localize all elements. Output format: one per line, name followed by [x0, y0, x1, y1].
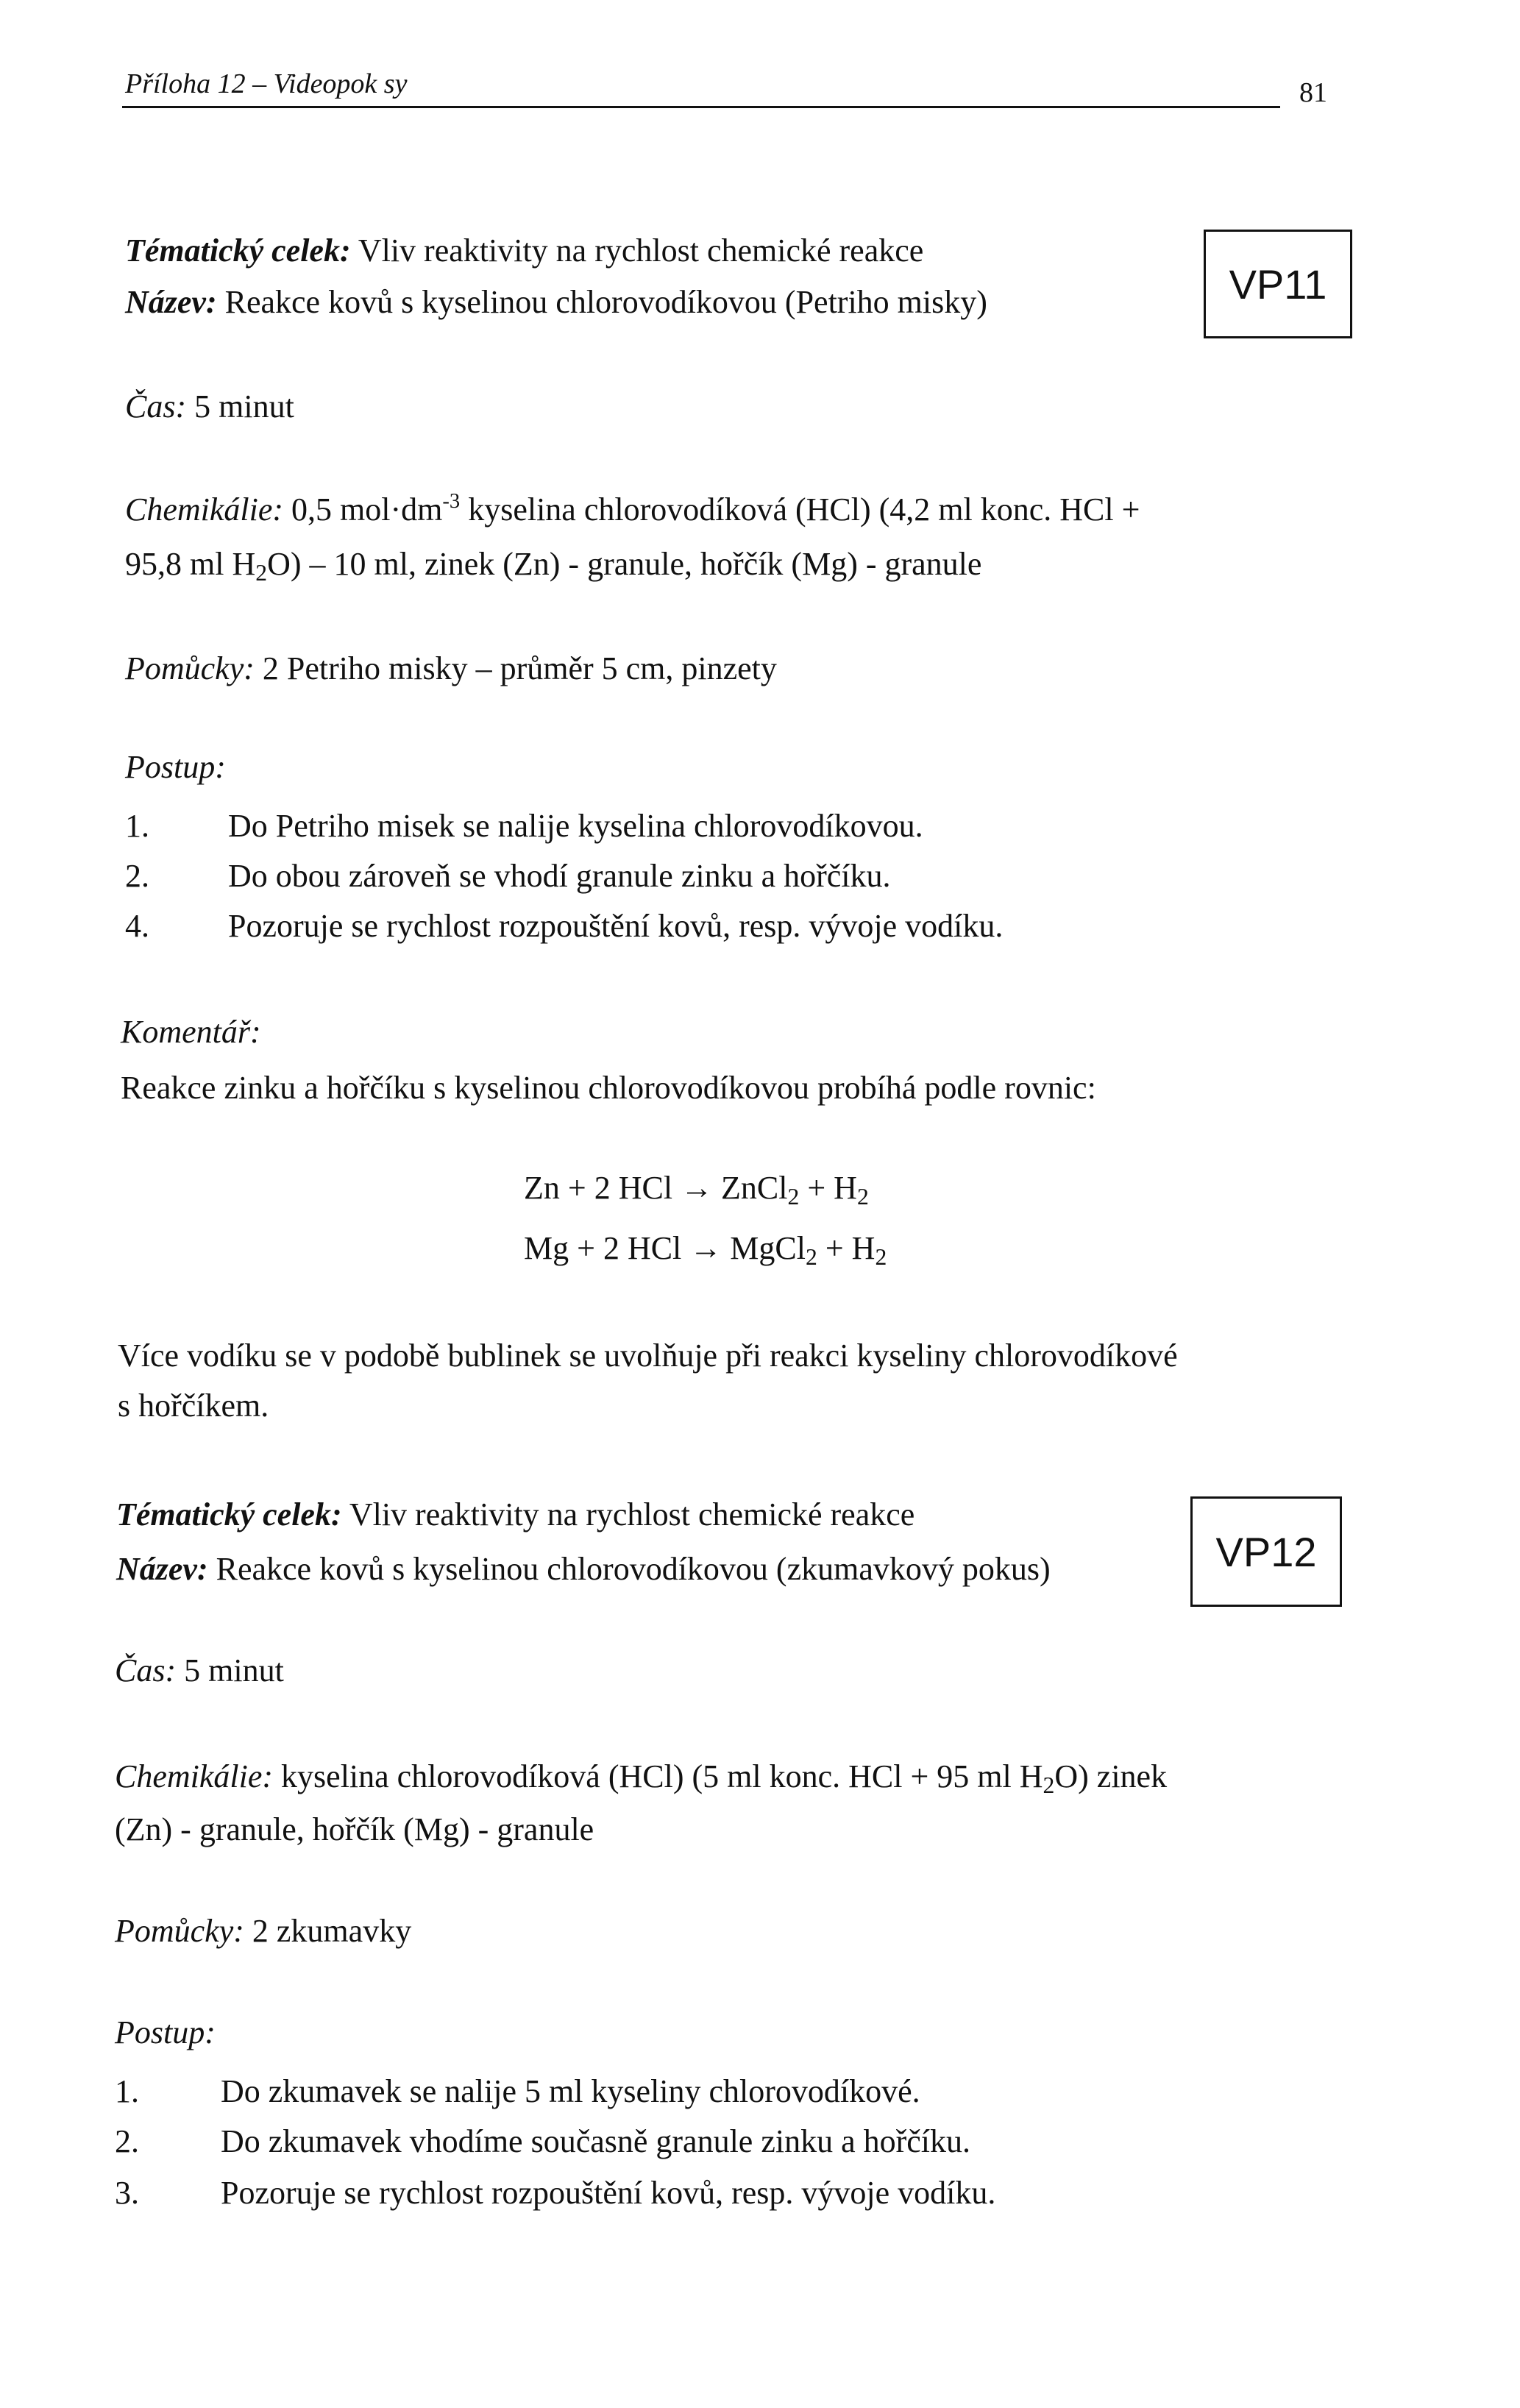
vp12-celek-value: Vliv reaktivity na rychlost chemické reakce — [349, 1496, 915, 1532]
vp11-nazev-value: Reakce kovů s kyselinou chlorovodíkovou (Petriho misky) — [224, 284, 987, 320]
step-number: 2. — [115, 2123, 139, 2159]
vp11-chem-line2-sub: 2 — [255, 559, 268, 586]
vp11-badge: VP11 — [1204, 230, 1352, 338]
eq-part: ZnCl — [713, 1170, 788, 1206]
vp12-chem-label: Chemikálie: — [115, 1758, 274, 1794]
running-header: Příloha 12 – Videopok sy — [125, 68, 408, 99]
equation-zn — [524, 1168, 869, 1208]
vp11-celek — [125, 231, 923, 271]
step-text: Do zkumavek vhodíme současně granule zinku a hořčíku. — [221, 2123, 971, 2159]
vp12-chem-line1-a: kyselina chlorovodíková (HCl) (5 ml konc. HCl + 95 ml H — [281, 1758, 1043, 1794]
eq-part: + H — [799, 1170, 857, 1206]
vp12-celek-label: Tématický celek: — [116, 1496, 342, 1532]
vp11-nazev-label: Název: — [125, 284, 217, 320]
list-item — [115, 2173, 995, 2213]
list-item — [115, 2072, 920, 2112]
vp12-cas — [115, 1651, 284, 1691]
list-item — [115, 2122, 970, 2162]
vp11-komentar-intro: Reakce zinku a hořčíku s kyselinou chlorovodíkovou probíhá podle rovnic: — [121, 1070, 1096, 1106]
vp12-chem-line1-b: O) zinek — [1054, 1758, 1168, 1794]
reaction-arrow: → — [681, 1170, 714, 1206]
vp12-badge: VP12 — [1190, 1496, 1342, 1607]
vp12-pomucky — [115, 1911, 411, 1951]
vp11-pomucky-label: Pomůcky: — [125, 650, 255, 686]
vp11-chem-line1-sup: -3 — [442, 489, 461, 513]
step-number: 3. — [115, 2175, 139, 2211]
vp12-cas-label: Čas: — [115, 1652, 177, 1688]
vp11-chem-line2-b: O) – 10 ml, zinek (Zn) - granule, hořčík (Mg) - granule — [267, 546, 982, 582]
vp11-nazev — [125, 283, 987, 322]
vp11-chemikalie-line1 — [125, 490, 1140, 530]
list-item — [125, 806, 923, 846]
list-item — [125, 856, 891, 896]
vp11-komentar-conclusion-2: s hořčíkem. — [118, 1388, 269, 1424]
eq-part: + H — [817, 1230, 876, 1266]
vp11-celek-value: Vliv reaktivity na rychlost chemické reakce — [358, 232, 924, 269]
vp11-celek-label: Tématický celek: — [125, 232, 351, 269]
vp12-cas-value: 5 minut — [184, 1652, 284, 1688]
step-number: 2. — [125, 858, 149, 894]
vp11-chem-line2-a: 95,8 ml H — [125, 546, 256, 582]
eq-sub: 2 — [856, 1183, 869, 1210]
eq-sub: 2 — [806, 1243, 817, 1270]
vp11-pomucky — [125, 649, 777, 689]
vp11-cas — [125, 387, 294, 427]
vp11-cas-value: 5 minut — [194, 388, 294, 425]
step-text: Do Petriho misek se nalije kyselina chlorovodíkovou. — [228, 808, 923, 844]
vp12-pomucky-value: 2 zkumavky — [252, 1913, 412, 1949]
vp11-chemikalie-line2 — [125, 544, 981, 584]
step-text: Pozoruje se rychlost rozpouštění kovů, resp. vývoje vodíku. — [228, 908, 1004, 944]
step-text: Pozoruje se rychlost rozpouštění kovů, resp. vývoje vodíku. — [221, 2175, 996, 2211]
vp12-chem-line1-sub: 2 — [1043, 1772, 1055, 1798]
eq-part: Zn + 2 HCl — [524, 1170, 681, 1206]
vp12-nazev — [116, 1549, 1051, 1589]
vp12-nazev-label: Název: — [116, 1551, 208, 1587]
step-number: 4. — [125, 908, 149, 944]
header-rule — [122, 106, 1280, 108]
step-number: 1. — [115, 2073, 139, 2109]
vp11-chem-label: Chemikálie: — [125, 491, 284, 528]
vp11-komentar-conclusion-1: Více vodíku se v podobě bublinek se uvolňuje při reakci kyseliny chlorovodíkové — [118, 1338, 1178, 1374]
step-number: 1. — [125, 808, 149, 844]
vp11-chem-line1-a: 0,5 mol·dm — [291, 491, 443, 528]
vp12-pomucky-label: Pomůcky: — [115, 1913, 244, 1949]
step-text: Do zkumavek se nalije 5 ml kyseliny chlorovodíkové. — [221, 2073, 920, 2109]
vp12-chemikalie-line2: (Zn) - granule, hořčík (Mg) - granule — [115, 1811, 594, 1847]
step-text: Do obou zároveň se vhodí granule zinku a hořčíku. — [228, 858, 891, 894]
eq-part: MgCl — [722, 1230, 806, 1266]
vp12-nazev-value: Reakce kovů s kyselinou chlorovodíkovou (zkumavkový pokus) — [216, 1551, 1051, 1587]
eq-sub: 2 — [787, 1183, 800, 1210]
vp12-chemikalie-line1 — [115, 1757, 1167, 1797]
eq-sub: 2 — [875, 1243, 887, 1270]
vp11-postup-label: Postup: — [125, 749, 226, 785]
vp11-chem-line1-b: kyselina chlorovodíková (HCl) (4,2 ml konc. HCl + — [460, 491, 1140, 528]
vp12-celek — [116, 1495, 915, 1535]
equation-mg — [524, 1229, 887, 1268]
vp11-komentar-label: Komentář: — [121, 1014, 261, 1050]
page-number: 81 — [1299, 77, 1327, 108]
vp12-postup-label: Postup: — [115, 2014, 216, 2050]
list-item — [125, 906, 1003, 946]
eq-part: Mg + 2 HCl — [524, 1230, 690, 1266]
vp11-pomucky-value: 2 Petriho misky – průměr 5 cm, pinzety — [262, 650, 777, 686]
reaction-arrow: → — [689, 1230, 722, 1266]
vp11-cas-label: Čas: — [125, 388, 187, 425]
